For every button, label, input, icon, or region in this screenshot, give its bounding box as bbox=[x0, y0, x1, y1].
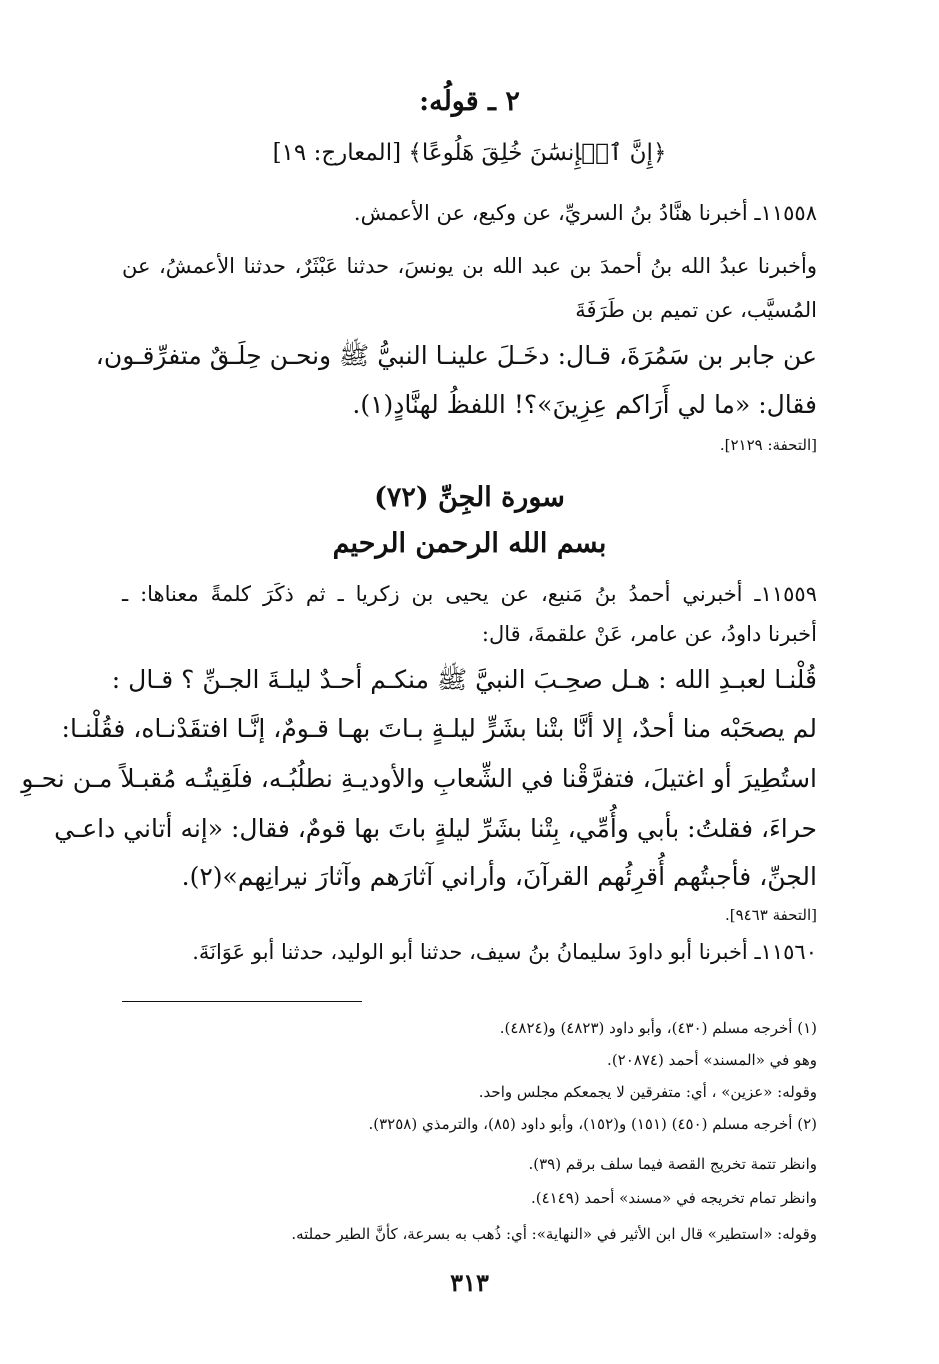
hadith-11559-line-6: حراءَ، فقلتُ: بأبي وأُمِّي، بِتْنا بشَرِّ ليلةٍ باتَ بها قومٌ، فقال: «إنه أتاني داعـي bbox=[54, 814, 817, 843]
section-heading: ٢ ـ قولُه: bbox=[419, 86, 520, 117]
tuhfa-reference: [التحفة ٩٤٦٣]. bbox=[724, 906, 817, 924]
hadith-11559-line-3: قُلْنـا لعبـدِ الله : هـل صحِـبَ النبيَّ ﷺ منكـم أحـدٌ ليلـةَ الجـنِّ ؟ قـال : bbox=[111, 665, 817, 694]
hadith-11559-line-7: الجنِّ، فأجبتُهم أُقرِئُهم القرآنَ، وأراني آثارَهم وآثارَ نيرانِهم»(٢). bbox=[181, 862, 817, 891]
hadith-11559-line-5: استُطِيرَ أو اغتيلَ، فتفرَّقْنا في الشِّعابِ والأوديـةِ نطلُبُـه، فلَقِيتُـه مُقبـلاً مـن نحـوِ bbox=[21, 764, 817, 793]
tuhfa-reference: [التحفة: ٢١٢٩]. bbox=[719, 436, 817, 454]
hadith-11558-line-3: المُسيَّب، عن تميم بن طَرَفَةَ bbox=[575, 298, 817, 322]
hadith-11559-line-4: لم يصحَبْه منا أحدٌ، إلا أنَّا بتْنا بشَرٍّ ليلـةٍ بـاتَ بهـا قـومٌ، إنَّـا افتقَدْنـاه، فقُلْنـا: bbox=[61, 714, 817, 743]
hadith-11558-line-4: عن جابر بن سَمُرَةَ، قـال: دخَـلَ علينـا النبيُّ ﷺ ونحـن حِلَـقٌ متفرِّقـون، bbox=[95, 341, 817, 370]
hadith-11558-line-5: فقال: «ما لي أَرَاكم عِزِينَ»؟! اللفظُ لهنَّادٍ(١). bbox=[352, 390, 817, 419]
surah-title: سورة الجِنِّ (٧٢) bbox=[374, 482, 565, 513]
footnote-line: وقوله: «عزين» ، أي: متفرقين لا يجمعكم مجلس واحد. bbox=[478, 1083, 817, 1101]
hadith-11559-line-2: أخبرنا داودُ، عن عامر، عَنْ علقمةَ، قال: bbox=[481, 622, 817, 646]
footnote-line: وهو في «المسند» أحمد (٢٠٨٧٤). bbox=[607, 1051, 817, 1069]
hadith-11558-line-1: ١١٥٥٨ـ أخبرنا هنَّادُ بنُ السريِّ، عن وكيع، عن الأعمش. bbox=[353, 201, 817, 225]
hadith-11559-line-1: ١١٥٥٩ـ أخبرني أحمدُ بنُ مَنيع، عن يحيى بن زكريا ـ ثم ذكَرَ كلمةً معناها: ـ bbox=[122, 582, 817, 606]
hadith-11560-line-1: ١١٥٦٠ـ أخبرنا أبو داودَ سليمانُ بنُ سيف، حدثنا أبو الوليد، حدثنا أبو عَوَانَةَ. bbox=[192, 940, 817, 964]
hadith-11558-line-2: وأخبرنا عبدُ الله بنُ أحمدَ بن عبد الله بن يونسَ، حدثنا عَبْثَرٌ، حدثنا الأعمشُ، عن bbox=[122, 254, 817, 278]
quran-verse: ﴿إِنَّ ٱلۡإِنسَٰنَ خُلِقَ هَلُوعًا﴾ [المعارج: ١٩] bbox=[272, 140, 667, 166]
footnote-line: وانظر تتمة تخريج القصة فيما سلف برقم (٣٩). bbox=[528, 1155, 817, 1173]
footnote-line: وانظر تمام تخريجه في «مسند» أحمد (٤١٤٩). bbox=[530, 1189, 817, 1207]
basmala: بسم الله الرحمن الرحيم bbox=[332, 528, 607, 559]
footnote-line: (١) أخرجه مسلم (٤٣٠)، وأبو داود (٤٨٢٣) و(٤٨٢٤). bbox=[499, 1019, 817, 1037]
page-number: ٣١٣ bbox=[450, 1268, 489, 1297]
footnote-line: (٢) أخرجه مسلم (٤٥٠) (١٥١) و(١٥٢)، وأبو داود (٨٥)، والترمذي (٣٢٥٨). bbox=[368, 1115, 817, 1133]
footnote-line: وقوله: «استطير» قال ابن الأثير في «النهاية»: أي: ذُهب به بسرعة، كأنَّ الطير حملته. bbox=[291, 1225, 817, 1243]
footnote-divider bbox=[122, 1001, 362, 1002]
